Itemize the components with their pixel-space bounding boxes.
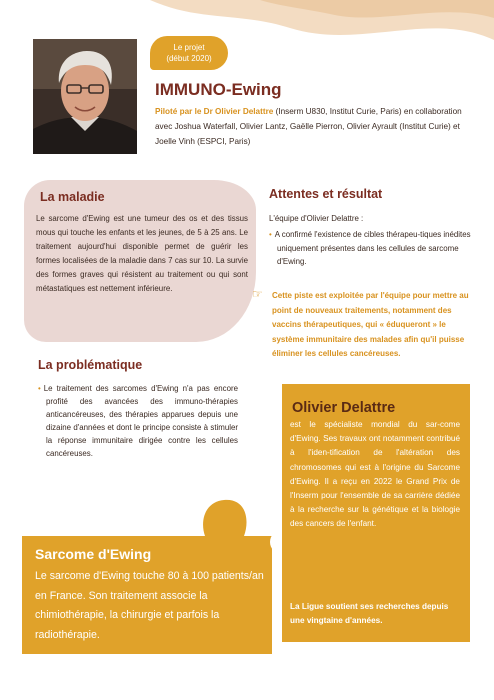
tag-line-2: (début 2020)	[166, 54, 212, 63]
portrait-photo	[33, 39, 137, 154]
tag-line-1: Le projet	[173, 43, 205, 52]
project-lead-rest: (Inserm U830, Institut Curie, Paris) en collaboration avec Joshua Waterfall, Olivier Lantz, Gaëlle Pierron, Olivier Ayrault (Institut Curie) et Joelle Vinh (ESPCI, Paris)	[155, 107, 462, 146]
sarcome-text: Le sarcome d'Ewing touche 80 à 100 patients/an en France. Son traitement associe la chimiothérapie, la chirurgie et parfois la radiothérapie.	[35, 570, 264, 641]
project-title: IMMUNO-Ewing	[155, 80, 282, 99]
sarcome-heading: Sarcome d'Ewing	[35, 546, 152, 562]
project-lead-bold: Piloté par le Dr Olivier Delattre	[155, 107, 274, 116]
project-lead	[155, 104, 480, 149]
bullet-icon: •	[38, 384, 41, 393]
attentes-heading: Attentes et résultat	[269, 187, 383, 201]
bullet-icon: •	[269, 230, 272, 239]
attentes-bullet-text: A confirmé l'existence de cibles thérapeu-tiques inédites uniquement présentes dans les cellules de sarcome d'Ewing.	[274, 230, 471, 266]
problematique-text	[38, 382, 238, 460]
attentes-intro: L'équipe d'Olivier Delattre :	[269, 214, 364, 223]
maladie-text: Le sarcome d'Ewing est une tumeur des os et des tissus mous qui touche les enfants et les jeunes, de 5 à 25 ans. Le traitement aujourd'hui disponible permet de guérir les formes localisées de la maladie dans 7 cas sur 10. La survie des formes graves qui résistent au traitement ou qui sont métastatiques est nettement inférieure.	[36, 214, 248, 293]
attentes-bullet	[269, 228, 477, 269]
attentes-highlight: Cette piste est exploitée par l'équipe pour mettre au point de nouveaux traitements, notamment des vaccins thérapeutiques, qui « éduqueront » le système immunitaire des malades afin qu'il puisse éliminer les cellules cancéreuses.	[272, 291, 469, 358]
pointing-hand-icon: ☞	[252, 287, 263, 301]
maladie-heading: La maladie	[40, 190, 105, 204]
project-date-tag	[150, 36, 228, 70]
delattre-ligue: La Ligue soutient ses recherches depuis une vingtaine d'années.	[290, 602, 449, 626]
problematique-heading: La problématique	[38, 358, 143, 372]
delattre-text: est le spécialiste mondial du sar-come d'Ewing. Ses travaux ont notamment contribué à l'iden-tification de l'altération des chromosomes qui est à l'origine du Sarcome d'Ewing. Il a reçu en 2022 le Grand Prix de l'Inserm pour l'ensemble de sa carrière dédiée à la recherche sur la génétique et la biologie des cancers de l'enfant.	[290, 420, 460, 529]
problematique-body: Le traitement des sarcomes d'Ewing n'a pas encore profité des avancées des immuno-thérapies anticancéreuses, des thérapies apparues depuis une dizaine d'années et dont le principe consiste à stimuler la réponse immunitaire dirigée contre les cellules cancéreuses.	[43, 384, 238, 458]
delattre-name: Olivier Delattre	[292, 400, 396, 416]
